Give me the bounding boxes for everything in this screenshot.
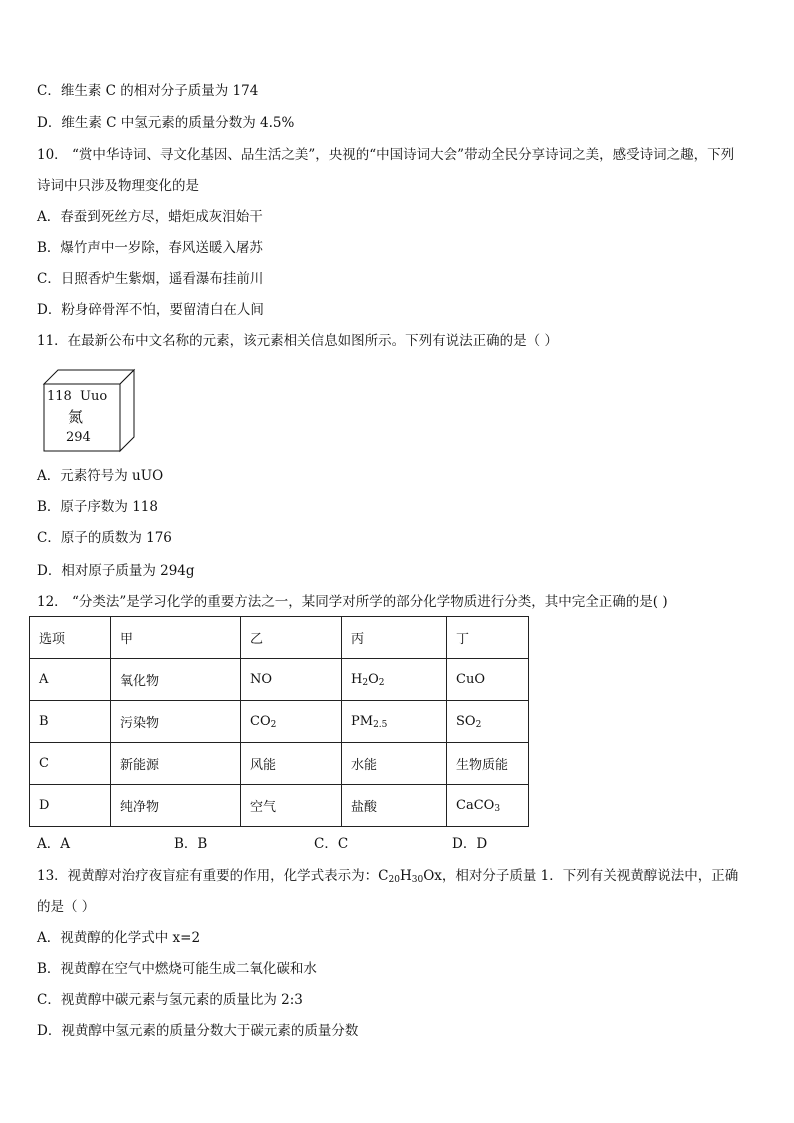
- table-row: [30, 659, 529, 701]
- q9-option-d: D．维生素 C 中氢元素的质量分数为 4.5%: [37, 115, 295, 131]
- table-row: [30, 785, 529, 827]
- q10-option-c: C．日照香炉生紫烟，遥看瀑布挂前川: [37, 271, 264, 287]
- q10-stem-line1: 10． “赏中华诗词、寻文化基因、品生活之美”，央视的“中国诗词大会”带动全民分享诗词之美，感受诗词之趣，下列: [37, 147, 735, 163]
- q13-option-a: A．视黄醇的化学式中 x=2: [37, 930, 201, 946]
- category-cell: 新能源: [111, 743, 241, 785]
- q11-option-a: A．元素符号为 uUO: [37, 468, 164, 484]
- formula-cell: $SO_2$: [447, 701, 529, 743]
- item-cell: 盐酸: [342, 785, 447, 827]
- q11-option-d: D．相对原子质量为 294g: [37, 563, 195, 579]
- header-cell: 甲: [111, 617, 241, 659]
- table-row: [30, 701, 529, 743]
- item-cell: 生物质能: [447, 743, 529, 785]
- formula-cell: $CO_2$: [241, 701, 342, 743]
- q12-choice-d: D．D: [452, 836, 488, 852]
- formula-cell: $H_2O_2$: [342, 659, 447, 701]
- formula-cell: CaCO$_3$: [447, 785, 529, 827]
- q13-option-b: B．视黄醇在空气中燃烧可能生成二氧化碳和水: [37, 961, 317, 977]
- item-cell: 空气: [241, 785, 342, 827]
- q12-choice-c: C．C: [314, 836, 349, 852]
- q13-option-d: D．视黄醇中氢元素的质量分数大于碳元素的质量分数: [37, 1023, 359, 1039]
- item-cell: 水能: [342, 743, 447, 785]
- q9-option-c: C．维生素 C 的相对分子质量为 174: [37, 83, 259, 99]
- table-row: [30, 743, 529, 785]
- item-cell: NO: [241, 659, 342, 701]
- q10-option-b: B．爆竹声中一岁除，春风送暖入屠苏: [37, 240, 263, 256]
- element-atomic-number: 118: [47, 389, 72, 404]
- option-cell: D: [30, 785, 111, 827]
- q13-stem-line2: 的是（ ）: [37, 899, 96, 915]
- header-cell: 选项: [30, 617, 111, 659]
- q12-choice-b: B．B: [174, 836, 208, 852]
- q10-stem-line2: 诗词中只涉及物理变化的是: [37, 178, 199, 194]
- element-cube-figure: [40, 367, 136, 457]
- element-chinese-name: 氮: [68, 408, 84, 426]
- formula-cell: $PM_{2.5}$: [342, 701, 447, 743]
- q11-stem: 11．在最新公布中文名称的元素，该元素相关信息如图所示。下列有说法正确的是（ ）: [37, 333, 558, 349]
- q11-option-c: C．原子的质数为 176: [37, 530, 172, 546]
- q13-stem-line1: 13．视黄醇对治疗夜盲症有重要的作用，化学式表示为：$C_{20}H_{30}Ox$，相对分子质量 1．下列有关视黄醇说法中，正确: [37, 868, 739, 885]
- option-cell: A: [30, 659, 111, 701]
- q10-option-a: A．春蚕到死丝方尽，蜡炬成灰泪始干: [37, 209, 263, 225]
- option-cell: B: [30, 701, 111, 743]
- classification-table: [29, 616, 529, 827]
- category-cell: 氧化物: [111, 659, 241, 701]
- q12-choice-a: A．A: [37, 836, 70, 852]
- header-cell: 丙: [342, 617, 447, 659]
- table-header-row: [30, 617, 529, 659]
- q10-option-d: D．粉身碎骨浑不怕，要留清白在人间: [37, 302, 264, 318]
- item-cell: 风能: [241, 743, 342, 785]
- q11-option-b: B．原子序数为 118: [37, 499, 158, 515]
- element-symbol: Uuo: [80, 389, 108, 404]
- element-mass: 294: [66, 430, 91, 445]
- q12-stem: 12． “分类法”是学习化学的重要方法之一，某同学对所学的部分化学物质进行分类，其中完全正确的是( ): [37, 594, 668, 610]
- category-cell: 污染物: [111, 701, 241, 743]
- item-cell: CuO: [447, 659, 529, 701]
- option-cell: C: [30, 743, 111, 785]
- q13-option-c: C．视黄醇中碳元素与氢元素的质量比为 2:3: [37, 992, 303, 1008]
- header-cell: 丁: [447, 617, 529, 659]
- header-cell: 乙: [241, 617, 342, 659]
- category-cell: 纯净物: [111, 785, 241, 827]
